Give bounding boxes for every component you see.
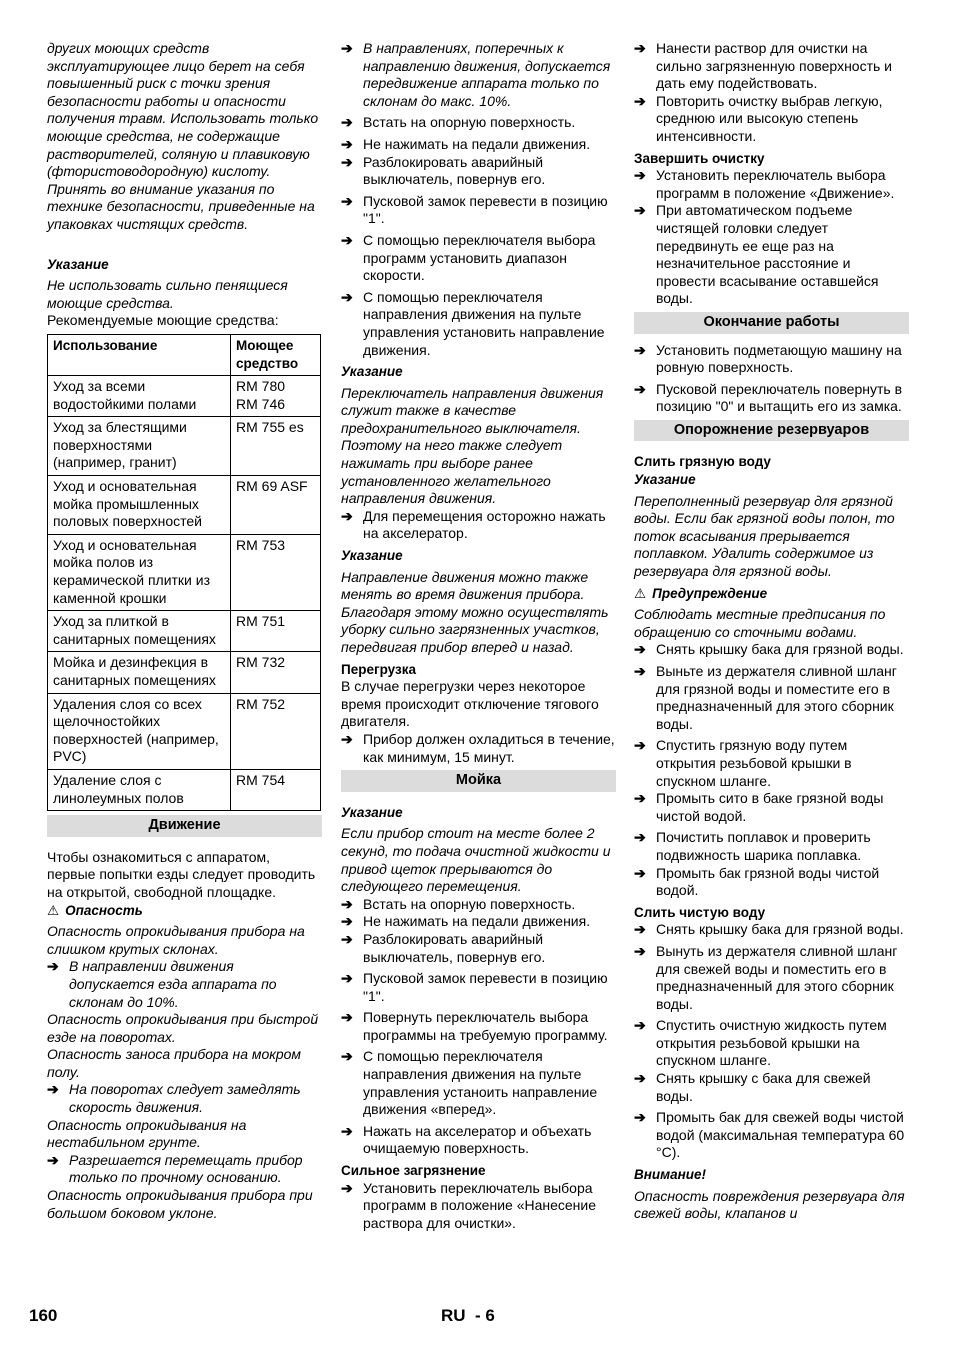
list-item: ➔ Спустить грязную воду путем открытия резьбовой крышки в спускном шланге. xyxy=(634,737,852,789)
arrow-icon: ➔ xyxy=(341,895,353,912)
danger-text: Опасность опрокидывания на нестабильном грунте. xyxy=(47,1116,247,1151)
arrow-icon: ➔ xyxy=(341,288,353,305)
attention-text: Опасность повреждения резервуара для свежей воды, клапанов и xyxy=(634,1187,905,1222)
section-empty-tanks-heading: Опорожнение резервуаров xyxy=(634,420,909,442)
table-header-detergent: Моющее средство xyxy=(231,334,321,375)
table-cell-detergent: RM 752 xyxy=(231,693,321,769)
table-cell-usage: Уход и основательная мойка промышленных половых поверхностей xyxy=(48,476,231,535)
arrow-icon: ➔ xyxy=(634,1109,646,1126)
column-1 xyxy=(47,40,322,1222)
heavy-dirt-heading: Сильное загрязнение xyxy=(341,1163,486,1179)
list-item: ➔ Почистить поплавок и проверить подвижность шарика поплавка. xyxy=(634,829,871,863)
list-item: ➔ С помощью переключателя направления движения на пульте управления установить направление движения. xyxy=(341,288,605,358)
table-row xyxy=(48,376,321,417)
arrow-icon: ➔ xyxy=(341,1009,353,1026)
list-item: ➔ Не нажимать на педали движения. xyxy=(341,135,591,152)
arrow-icon: ➔ xyxy=(341,1048,353,1065)
table-cell-detergent: RM 755 es xyxy=(231,417,321,476)
arrow-icon: ➔ xyxy=(634,737,646,754)
table-cell-usage: Удаления слоя со всех щелочностойких поверхностей (например, PVC) xyxy=(48,693,231,769)
note-heading: Указание xyxy=(634,472,696,488)
finish-cleaning-heading: Завершить очистку xyxy=(634,150,765,166)
arrow-icon: ➔ xyxy=(634,1017,646,1034)
list-item: ➔ Установить переключатель выбора программ в положение «Движение». xyxy=(634,167,895,201)
danger-text: Опасность опрокидывания прибора на слишком крутых склонах. xyxy=(47,923,305,957)
arrow-icon: ➔ xyxy=(634,663,646,679)
list-item: ➔ Повторить очистку выбрав легкую, среднюю или высокую степень интенсивности. xyxy=(634,92,883,144)
detergent-table xyxy=(47,334,321,811)
list-item: ➔ На поворотах следует замедлять скорость движения. xyxy=(47,1081,301,1116)
arrow-icon: ➔ xyxy=(47,1151,59,1168)
list-item: ➔ Промыть бак для свежей воды чистой водой (максимальная температура 60 °C). xyxy=(634,1109,905,1161)
list-item: ➔ В направлениях, поперечных к направлению движения, допускается передвижение аппарата только по склонам до макс. 10%. xyxy=(341,40,611,109)
list-item: ➔ Для перемещения осторожно нажать на акселератор. xyxy=(341,507,606,542)
note-heading: Указание xyxy=(341,804,403,820)
list-item: ➔ При автоматическом подъеме чистящей головки следует передвинуть ее еще раз на незначительное расстояние и провести всасывание оставшейся воды. xyxy=(634,202,879,307)
arrow-icon: ➔ xyxy=(47,958,59,975)
arrow-icon: ➔ xyxy=(341,231,353,248)
table-cell-detergent: RM 780 RM 746 xyxy=(231,376,321,417)
table-cell-detergent: RM 732 xyxy=(231,652,321,693)
table-row xyxy=(48,652,321,693)
attention-heading: Внимание! xyxy=(634,1167,707,1183)
table-cell-usage: Уход за плиткой в санитарных помещениях xyxy=(48,611,231,652)
note-text: Переключатель направления движения служит также в качестве предохранительного выключателя. Поэтому на него также следует нажимать при выборе ранее установленного желательного направления движения. xyxy=(341,384,604,507)
arrow-icon: ➔ xyxy=(634,864,646,881)
danger-heading: ⚠ Опасность xyxy=(47,902,143,918)
arrow-icon: ➔ xyxy=(341,135,353,152)
table-row xyxy=(48,611,321,652)
overload-heading: Перегрузка xyxy=(341,661,416,677)
note-heading: Указание xyxy=(341,548,403,564)
table-cell-detergent: RM 69 ASF xyxy=(231,476,321,535)
danger-text: Опасность опрокидывания прибора при большом боковом уклоне. xyxy=(47,1187,313,1221)
list-item: ➔ Снять крышку с бака для свежей воды. xyxy=(634,1070,871,1104)
table-cell-usage: Уход и основательная мойка полов из керамической плитки из каменной крошки xyxy=(48,534,231,610)
arrow-icon: ➔ xyxy=(341,153,353,170)
table-row xyxy=(48,534,321,610)
list-item: ➔ Пусковой замок перевести в позицию "1". xyxy=(341,970,608,1004)
section-wash-heading: Мойка xyxy=(341,770,616,792)
list-item: ➔ Установить переключатель выбора программ в положение «Нанесение раствора для очистки». xyxy=(341,1179,597,1231)
note-text: Направление движения можно также менять во время движения прибора. Благодаря этому можно осуществлять уборку сильно загрязненных участков, передвигая прибор вперед и назад. xyxy=(341,568,609,655)
arrow-icon: ➔ xyxy=(634,641,646,658)
list-item: ➔ Разрешается перемещать прибор только по прочному основанию. xyxy=(47,1151,303,1186)
arrow-icon: ➔ xyxy=(634,341,646,358)
list-item: ➔ Вынуть из держателя сливной шланг для свежей воды и поместить его в предназначенный для этого сборник воды. xyxy=(634,942,898,1012)
list-item: ➔ Не нажимать на педали движения. xyxy=(341,913,591,930)
list-item: ➔ С помощью переключателя направления движения на пульте управления устаноить направление движения «вперед». xyxy=(341,1048,598,1118)
list-item: ➔ Установить подметающую машину на ровную поверхность. xyxy=(634,341,902,376)
arrow-icon: ➔ xyxy=(341,114,353,131)
list-item: ➔ Пусковой переключатель повернуть в позицию "0" и вытащить его из замка. xyxy=(634,380,903,415)
table-cell-usage: Удаление слоя с линолеумных полов xyxy=(48,769,231,810)
arrow-icon: ➔ xyxy=(634,790,646,807)
table-row xyxy=(48,693,321,769)
arrow-icon: ➔ xyxy=(341,40,353,56)
list-item: ➔ Прибор должен охладиться в течение, как минимум, 15 минут. xyxy=(341,730,615,765)
arrow-icon: ➔ xyxy=(341,930,353,947)
table-row xyxy=(48,417,321,476)
page-number: 160 xyxy=(29,1306,58,1325)
list-item: ➔ Нажать на акселератор и объехать очищаемую поверхность. xyxy=(341,1122,592,1157)
arrow-icon: ➔ xyxy=(634,40,646,56)
arrow-icon: ➔ xyxy=(634,167,646,184)
table-cell-detergent: RM 751 xyxy=(231,611,321,652)
warning-heading: ⚠ Предупреждение xyxy=(634,585,768,601)
table-cell-detergent: RM 754 xyxy=(231,769,321,810)
list-item: ➔ Повернуть переключатель выбора программы на требуемую программу. xyxy=(341,1009,608,1043)
list-item: ➔ Разблокировать аварийный выключатель, повернув его. xyxy=(341,930,546,965)
danger-text: Опасность опрокидывания при быстрой езде на поворотах. xyxy=(47,1011,319,1045)
arrow-icon: ➔ xyxy=(341,192,353,209)
recommended-label: Рекомендуемые моющие средства: xyxy=(47,312,279,329)
arrow-icon: ➔ xyxy=(634,942,646,959)
table-cell-usage: Мойка и дезинфекция в санитарных помещениях xyxy=(48,652,231,693)
arrow-icon: ➔ xyxy=(634,202,646,219)
column-3 xyxy=(634,40,909,1223)
list-item: ➔ Выньте из держателя сливной шланг для грязной воды и поместите его в предназначенный для этого сборник воды. xyxy=(634,663,897,732)
drain-dirty-water-heading: Слить грязную воду xyxy=(634,454,771,470)
list-item: ➔ Промыть сито в баке грязной воды чистой водой. xyxy=(634,790,884,824)
list-item: ➔ Спустить очистную жидкость путем открытия резьбовой крышки на спускном шланге. xyxy=(634,1017,887,1069)
arrow-icon: ➔ xyxy=(341,970,353,987)
table-row xyxy=(48,769,321,810)
table-cell-usage: Уход за всеми водостойкими полами xyxy=(48,376,231,417)
table-cell-usage: Уход за блестящими поверхностями (например, гранит) xyxy=(48,417,231,476)
list-item: ➔ Снять крышку бака для грязной воды. xyxy=(634,641,904,658)
column-2 xyxy=(341,40,616,1232)
section-end-of-work-heading: Окончание работы xyxy=(634,312,909,334)
warning-triangle-icon: ⚠ xyxy=(47,902,60,918)
table-header-row xyxy=(48,334,321,375)
note-text: Переполненный резервуар для грязной воды. Если бак грязной воды полон, то поток всасывания прерывается поплавком. Удалить содержимое из резервуара для грязной воды. xyxy=(634,492,895,580)
list-item: ➔ В направлении движения допускается езда аппарата по склонам до 10%. xyxy=(47,958,277,1010)
page-language-label: RU - 6 xyxy=(441,1306,495,1325)
arrow-icon: ➔ xyxy=(634,380,646,397)
note-heading: Указание xyxy=(341,364,403,380)
note-heading: Указание xyxy=(47,256,109,272)
list-item: ➔ Промыть бак грязной воды чистой водой. xyxy=(634,864,880,899)
arrow-icon: ➔ xyxy=(341,730,353,747)
arrow-icon: ➔ xyxy=(634,921,646,938)
list-item: ➔ Встать на опорную поверхность. xyxy=(341,895,576,912)
arrow-icon: ➔ xyxy=(634,92,646,109)
list-item: ➔ С помощью переключателя выбора программ установить диапазон скорости. xyxy=(341,231,596,284)
arrow-icon: ➔ xyxy=(634,1070,646,1087)
table-cell-detergent: RM 753 xyxy=(231,534,321,610)
note-text: Не использовать сильно пенящиеся моющие средства. xyxy=(47,277,288,311)
section-movement-heading: Движение xyxy=(47,815,322,837)
danger-text: Опасность заноса прибора на мокром полу. xyxy=(47,1046,302,1080)
arrow-icon: ➔ xyxy=(634,829,646,846)
list-item: ➔ Нанести раствор для очистки на сильно загрязненную поверхность и дать ему подействовать. xyxy=(634,40,892,92)
list-item: ➔ Снять крышку бака для грязной воды. xyxy=(634,921,904,938)
warning-text: Соблюдать местные предписания по обращению со сточными водами. xyxy=(634,606,886,640)
warning-triangle-icon: ⚠ xyxy=(634,585,647,601)
arrow-icon: ➔ xyxy=(47,1081,59,1098)
list-item: ➔ Пусковой замок перевести в позицию "1". xyxy=(341,192,608,227)
note-text: Если прибор стоит на месте более 2 секунд, то подача очистной жидкости и привод щеток прерываются до следующего перемещения. xyxy=(341,825,611,895)
table-header-usage: Использование xyxy=(48,334,231,375)
arrow-icon: ➔ xyxy=(341,1122,353,1139)
arrow-icon: ➔ xyxy=(341,507,353,524)
table-row xyxy=(48,476,321,535)
arrow-icon: ➔ xyxy=(341,1179,353,1196)
drain-clean-water-heading: Слить чистую воду xyxy=(634,904,766,920)
list-item: ➔ Разблокировать аварийный выключатель, повернув его. xyxy=(341,153,546,188)
arrow-icon: ➔ xyxy=(341,913,353,930)
list-item: ➔ Встать на опорную поверхность. xyxy=(341,114,576,131)
overload-text: В случае перегрузки через некоторое время происходит отключение тягового двигателя. xyxy=(341,678,599,730)
detergent-warning-text: других моющих средств эксплуатирующее лицо берет на себя повышенный риск с точки зрения безопасности работы и опасности получения травм. Использовать только моющие средства, не содержащие растворителей, соляную и плавиковую (фтористоводородную) кислоту. Принять во внимание указания по технике безопасности, приведенные на упаковках чистящих средств. xyxy=(47,40,319,232)
movement-text: Чтобы ознакомиться с аппаратом, первые попытки езды следует проводить на открытой, свободной площадке. xyxy=(47,848,316,900)
